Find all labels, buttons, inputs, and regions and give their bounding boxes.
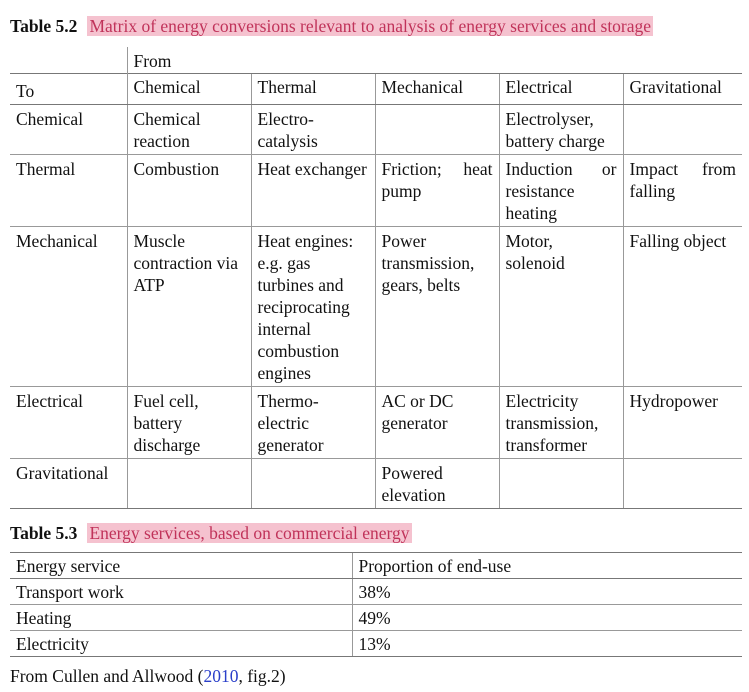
table-cell: Electro-catalysis	[251, 105, 375, 155]
table-cell: Friction; heat pump	[375, 155, 499, 227]
table-row	[10, 387, 742, 459]
table-5-2-caption	[10, 15, 653, 37]
table-cell: Electrolyser, battery charge	[499, 105, 623, 155]
table-row	[10, 105, 742, 155]
source-note	[10, 665, 286, 687]
table-row	[10, 155, 742, 227]
column-header: Proportion of end-use	[352, 553, 742, 579]
table-cell	[127, 459, 251, 509]
table-row	[10, 631, 742, 657]
row-header: Chemical	[10, 105, 127, 155]
row-header: Thermal	[10, 155, 127, 227]
service-cell: Transport work	[10, 579, 352, 605]
row-header: Electrical	[10, 387, 127, 459]
table-5-2-title: Matrix of energy conversions relevant to analysis of energy services and storage	[89, 16, 652, 36]
service-cell: Electricity	[10, 631, 352, 657]
column-header: Mechanical	[375, 74, 499, 105]
table-cell: Muscle contraction via ATP	[127, 227, 251, 387]
table-cell: Hydropower	[623, 387, 742, 459]
table-cell: Heat engines: e.g. gas turbines and reciprocating internal combustion engines	[251, 227, 375, 387]
table-5-3-title: Energy services, based on commercial energy	[89, 523, 410, 543]
table-cell: Power transmission, gears, belts	[375, 227, 499, 387]
proportion-cell: 38%	[352, 579, 742, 605]
from-header-row	[10, 47, 742, 74]
table-5-2-label: Table 5.2	[10, 16, 78, 36]
row-header: Gravitational	[10, 459, 127, 509]
energy-services-table	[10, 552, 742, 657]
table-5-3-caption	[10, 522, 412, 544]
column-header: Gravitational	[623, 74, 742, 105]
table-cell	[623, 459, 742, 509]
table-row	[10, 459, 742, 509]
to-label: To	[10, 74, 127, 105]
table-cell: Electricity transmission, transformer	[499, 387, 623, 459]
table-cell	[499, 459, 623, 509]
table-cell: Powered elevation	[375, 459, 499, 509]
row-header: Mechanical	[10, 227, 127, 387]
column-header-row	[10, 74, 742, 105]
citation-year-link[interactable]: 2010	[203, 666, 239, 686]
proportion-cell: 49%	[352, 605, 742, 631]
table-cell: Fuel cell, battery discharge	[127, 387, 251, 459]
column-header: Energy service	[10, 553, 352, 579]
table-cell	[375, 105, 499, 155]
table-cell: Induction or resistance heating	[499, 155, 623, 227]
table-cell	[623, 105, 742, 155]
energy-conversion-matrix	[10, 47, 742, 509]
table-cell: Falling object	[623, 227, 742, 387]
table-cell: AC or DC generator	[375, 387, 499, 459]
table-cell: Combustion	[127, 155, 251, 227]
column-header: Thermal	[251, 74, 375, 105]
table-row	[10, 227, 742, 387]
source-suffix: , fig.2)	[238, 666, 286, 686]
table-row	[10, 579, 742, 605]
table-cell	[251, 459, 375, 509]
table-cell: Chemical reaction	[127, 105, 251, 155]
table-cell: Heat exchanger	[251, 155, 375, 227]
service-cell: Heating	[10, 605, 352, 631]
proportion-cell: 13%	[352, 631, 742, 657]
table-5-3-label: Table 5.3	[10, 523, 78, 543]
column-header: Electrical	[499, 74, 623, 105]
table-cell: Motor, solenoid	[499, 227, 623, 387]
table-cell: Impact from falling	[623, 155, 742, 227]
table-row	[10, 605, 742, 631]
column-header-row	[10, 553, 742, 579]
source-prefix: From Cullen and Allwood (	[10, 666, 204, 686]
table-cell: Thermo-electric generator	[251, 387, 375, 459]
from-label: From	[127, 47, 742, 74]
column-header: Chemical	[127, 74, 251, 105]
